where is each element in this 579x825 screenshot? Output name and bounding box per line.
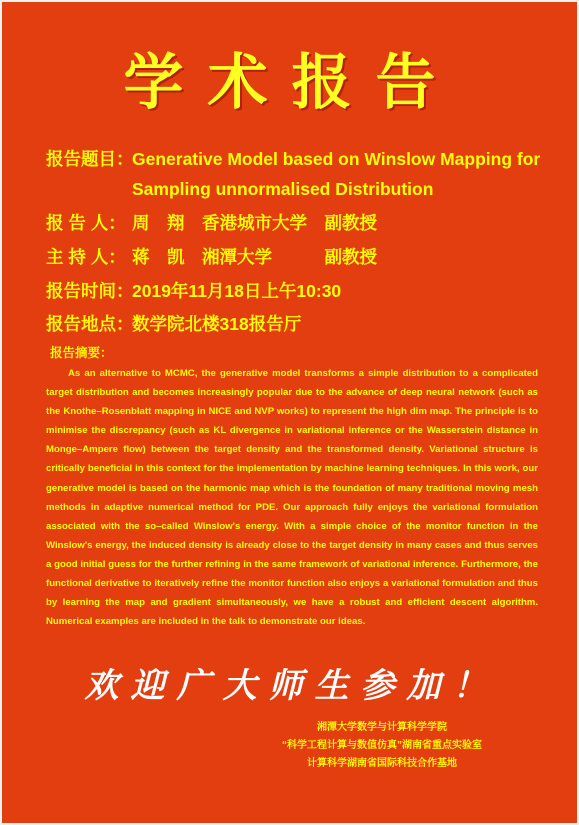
time-value: 2019年11月18日上午10:30	[132, 281, 342, 301]
time-label: 报告时间：	[46, 281, 134, 301]
abstract-label: 报告摘要：	[50, 346, 113, 360]
welcome-text: 欢迎广大师生参加！	[84, 666, 499, 706]
host-label: 主 持 人：	[46, 247, 126, 267]
speaker-value: 周 翔 香港城市大学 副教授	[132, 213, 377, 233]
location-value: 数学院北楼318报告厅	[132, 314, 302, 334]
location-row	[46, 312, 301, 336]
host-row	[46, 245, 377, 269]
organizer-1: 湘潭大学数学与计算科学学院	[317, 722, 447, 733]
topic-label: 报告题目：	[46, 149, 134, 169]
location-label: 报告地点：	[46, 314, 134, 334]
speaker-label: 报 告 人：	[46, 213, 126, 233]
organizer-3: 计算科学湖南省国际科技合作基地	[307, 758, 457, 769]
host-value: 蒋 凯 湘潭大学 副教授	[132, 247, 377, 267]
organizer-2: “科学工程计算与数值仿真”湖南省重点实验室	[282, 740, 482, 751]
speaker-row	[46, 211, 377, 235]
topic-row	[46, 147, 540, 171]
time-row	[46, 279, 341, 303]
abstract-text: As an alternative to MCMC, the generative model transforms a simple distribution to a complicated target distribution and becomes increasingly popular due to the advance of deep neural network (such as the Knothe–Rosenblatt mapping in NICE and NVP works) to represent the high dim map. The principle is to minimise the discrepancy (such as KL divergence in variational inference or the Wasserstein distance in Monge–Ampere flow) between the target density and the transformed density. Variational structure is critically beneficial in this context for the implementation by machine learning techniques. In this work, our generative model is based on the harmonic map which is the foundation of many traditional moving mesh methods in adaptive numerical method for PDE. Our approach fully enjoys the variational formulation associated with the so–called Winslow's energy. With a simple choice of the monitor function in the Winslow's energy, the induced density is already close to the target density in many cases and thus serves a good initial guess for the further refining in the same framework of variational inference. Furthermore, the functional derivative to iteratively refine the monitor function also enjoys a variational formulation and thus by learning the map and gradient simultaneously, we have a robust and efficient descent algorithm. Numerical examples are included in the talk to demonstrate our ideas.	[46, 368, 538, 628]
topic-line-2: Sampling unnormalised Distribution	[132, 179, 434, 199]
poster-title: 学术报告	[123, 48, 460, 118]
topic-line-1: Generative Model based on Winslow Mapping for	[132, 149, 541, 169]
